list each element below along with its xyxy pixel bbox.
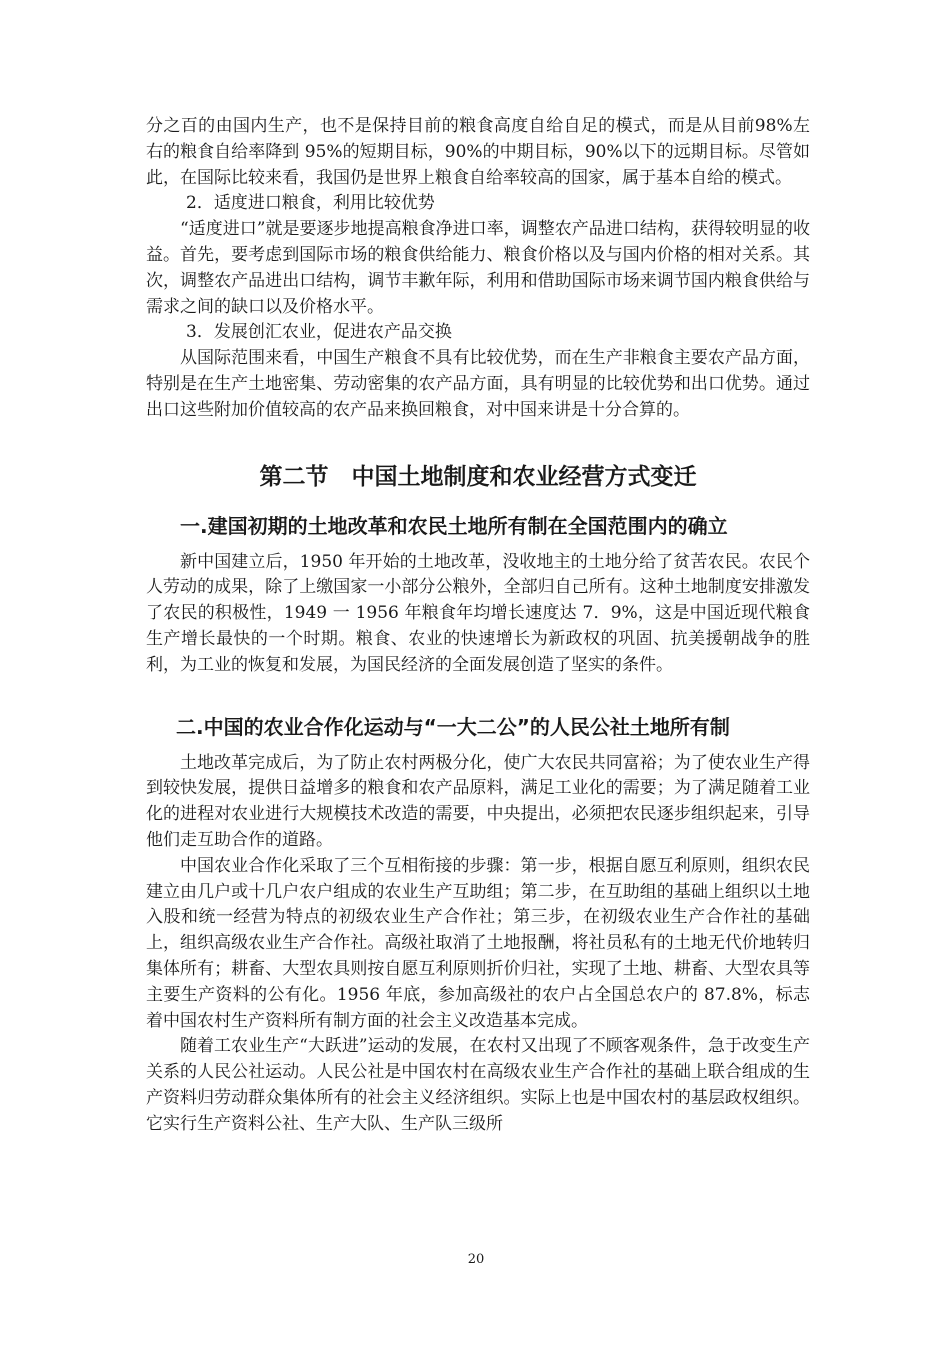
page-number: 20 xyxy=(467,1252,485,1267)
page-body xyxy=(146,114,810,1138)
subheading: 3．发展创汇农业，促进农产品交换 xyxy=(186,322,452,343)
section-title: 第二节 中国土地制度和农业经营方式变迁 xyxy=(259,463,697,490)
paragraph: “适度进口”就是要逐步地提高粮食净进口率，调整农产品进口结构，获得较明显的收益。首先，要考虑到国际市场的粮食供给能力、粮食价格以及与国内价格的相对关系。其次，调整农产品进出口结构，调节丰歉年际，利用和借助国际市场来调节国内粮食供给与需求之间的缺口以及价格水平。 xyxy=(146,219,810,317)
paragraph: 从国际范围来看，中国生产粮食不具有比较优势，而在生产非粮食主要农产品方面，特别是在生产土地密集、劳动密集的农产品方面，具有明显的比较优势和出口优势。通过出口这些附加价值较高的农产品来换回粮食，对中国来讲是十分合算的。 xyxy=(146,348,810,420)
paragraph: 土地改革完成后，为了防止农村两极分化，使广大农民共同富裕；为了使农业生产得到较快发展，提供日益增多的粮食和农产品原料，满足工业化的需要；为了满足随着工业化的进程对农业进行大规模技术改造的需要，中央提出，必须把农民逐步组织起来，引导他们走互助合作的道路。 xyxy=(146,752,810,850)
paragraph: 随着工农业生产“大跃进”运动的发展，在农村又出现了不顾客观条件，急于改变生产关系的人民公社运动。人民公社是中国农村在高级农业生产合作社的基础上联合组成的生产资料归劳动群众集体所有的社会主义经济组织。实际上也是中国农村的基层政权组织。它实行生产资料公社、生产大队、生产队三级所 xyxy=(146,1036,810,1134)
paragraph: 分之百的由国内生产，也不是保持目前的粮食高度自给自足的模式，而是从目前98%左右的粮食自给率降到 95%的短期目标，90%的中期目标，90%以下的远期目标。尽管如此，在国际比较来看，我国仍是世界上粮食自给率较高的国家，属于基本自给的模式。 xyxy=(146,116,810,188)
paragraph: 中国农业合作化采取了三个互相衔接的步骤：第一步，根据自愿互利原则，组织农民建立由几户或十几户农户组成的农业生产互助组；第二步，在互助组的基础上组织以土地入股和统一经营为特点的初级农业生产合作社；第三步，在初级农业生产合作社的基础上，组织高级农业生产合作社。高级社取消了土地报酬，将社员私有的土地无代价地转归集体所有；耕畜、大型农具则按自愿互利原则折价归社，实现了土地、耕畜、大型农具等主要生产资料的公有化。1956 年底，参加高级社的农户占全国总农户的 87.8%，标志着中国农村生产资料所有制方面的社会主义改造基本完成。 xyxy=(146,855,810,1031)
paragraph: 新中国建立后，1950 年开始的土地改革，没收地主的土地分给了贫苦农民。农民个人劳动的成果，除了上缴国家一小部分公粮外，全部归自己所有。这种土地制度安排激发了农民的积极性，1949 一 1956 年粮食年均增长速度达 7．9%，这是中国近现代粮食生产增长最快的一个时期。粮食、农业的快速增长为新政权的巩固、抗美援朝战争的胜利，为工业的恢复和发展，为国民经济的全面发展创造了坚实的条件。 xyxy=(146,551,810,675)
subheading: 2．适度进口粮食，利用比较优势 xyxy=(186,193,435,214)
subsection-title: 二.中国的农业合作化运动与“一大二公”的人民公社土地所有制 xyxy=(176,714,730,739)
subsection-title: 一.建国初期的土地改革和农民土地所有制在全国范围内的确立 xyxy=(180,513,728,538)
